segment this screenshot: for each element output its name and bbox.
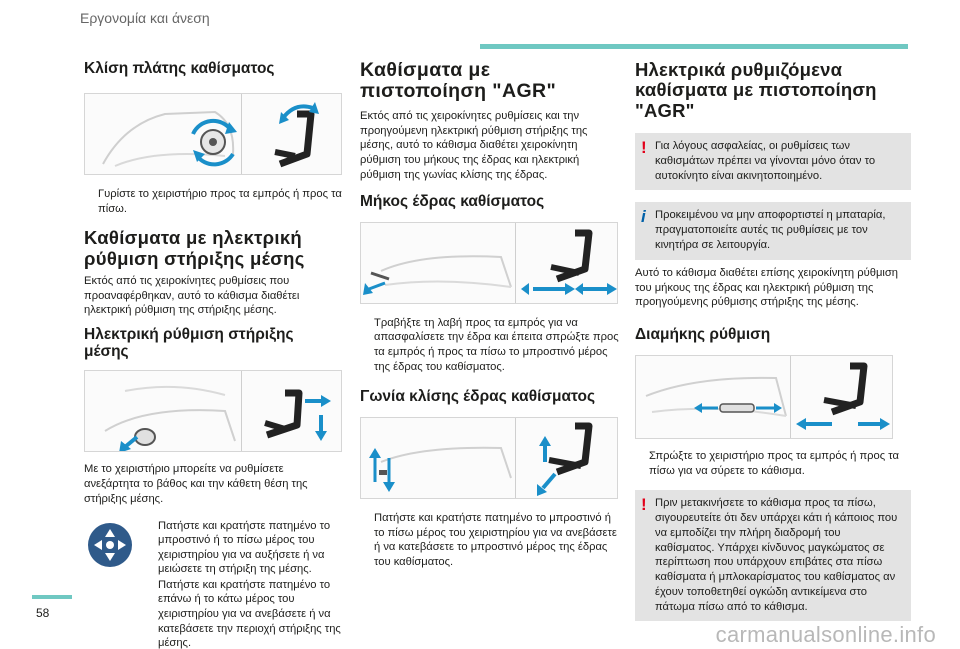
list-item — [635, 449, 911, 478]
column-3 — [635, 60, 911, 621]
warning-icon: ! — [641, 495, 647, 515]
seat-angle-illustration — [361, 418, 618, 499]
lumbar-step2-text: Πατήστε και κρατήστε πατημένο το επάνω ή το κάτω μέρος του χειριστηρίου για να ανεβάσετε ή να κατεβάσετε την περιοχή στήριξης της μέσης. — [158, 578, 341, 649]
seat-length-step-text: Τραβήξτε τη λαβή προς τα εμπρός για να απασφαλίσετε την έδρα και έπειτα σπρώξτε προς τα εμπρός ή προς τα πίσω το μπροστινό μέρος της έδρας του καθίσματος. — [374, 316, 619, 373]
figure-divider — [241, 94, 242, 174]
seat-angle-step-text: Πατήστε και κρατήστε πατημένο το μπροστινό ή το πίσω μέρος του χειριστηρίου για να ανεβάσετε ή να κατεβάσετε το μπροστινό μέρος της έδρας του καθίσματος. — [374, 512, 617, 568]
figure-divider — [515, 223, 516, 303]
warning-notice — [635, 133, 911, 190]
heading-backrest-recline: Κλίση πλάτης καθίσματος — [84, 60, 275, 77]
list-item — [360, 316, 620, 374]
warning-text: Για λόγους ασφαλείας, οι ρυθμίσεις των καθισμάτων πρέπει να γίνονται μόνο όταν το αυτοκίνητο είναι ακινητοποιημένο. — [655, 140, 876, 182]
list-item — [84, 187, 342, 216]
figure-lumbar — [84, 370, 342, 452]
page-number: 58 — [36, 606, 50, 620]
recline-step-text: Γυρίστε το χειριστήριο προς τα εμπρός ή προς τα πίσω. — [98, 188, 342, 215]
four-way-arrows-icon — [88, 523, 132, 567]
info-notice — [635, 202, 911, 259]
lumbar-intro-text: Εκτός από τις χειροκίνητες ρυθμίσεις που προαναφέρθηκαν, αυτό το κάθισμα διαθέτει ηλεκτρική ρύθμιση της στήριξης μέσης. — [84, 274, 300, 317]
figure-longitudinal — [635, 355, 893, 439]
column-2 — [360, 60, 620, 569]
heading-agr-seats: Καθίσματα με πιστοποίηση "AGR" — [360, 59, 557, 103]
column-1 — [84, 60, 342, 649]
heading-seat-angle: Γωνία κλίσης έδρας καθίσματος — [360, 388, 596, 406]
section-title: Εργονομία και άνεση — [80, 10, 210, 26]
heading-lumbar-seats: Καθίσματα με ηλεκτρική ρύθμιση στήριξης μέσης — [84, 227, 305, 269]
warning-notice — [635, 490, 911, 621]
info-icon: i — [641, 207, 646, 227]
info-text: Προκειμένου να μην αποφορτιστεί η μπαταρία, πραγματοποιείτε αυτές τις ρυθμίσεις με τον κινητήρα σε λειτουργία. — [655, 209, 886, 251]
recline-illustration — [85, 94, 342, 175]
watermark: carmanualsonline.info — [715, 622, 936, 647]
heading-electric-agr: Ηλεκτρικά ρυθμιζόμενα καθίσματα με πιστοποίηση "AGR" — [635, 59, 877, 121]
heading-longitudinal: Διαμήκης ρύθμιση — [635, 326, 771, 344]
list-item — [144, 519, 342, 577]
lumbar-desc-text: Με το χειριστήριο μπορείτε να ρυθμίσετε ανεξάρτητα το βάθος και την κάθετη θέση της στήριξης μέσης. — [84, 463, 308, 505]
figure-seat-angle — [360, 417, 618, 499]
figure-divider — [790, 356, 791, 438]
figure-recline — [84, 93, 342, 175]
heading-seat-length: Μήκος έδρας καθίσματος — [360, 192, 545, 210]
header-accent-rule — [480, 44, 908, 49]
lumbar-step1-text: Πατήστε και κρατήστε πατημένο το μπροστινό ή το πίσω μέρος του χειριστηρίου για να αυξήσετε ή να μειώσετε τη στήριξη της μέσης. — [158, 519, 331, 576]
longitudinal-illustration — [636, 356, 893, 439]
seat-length-illustration — [361, 223, 618, 304]
electric-desc-text: Αυτό το κάθισμα διαθέτει επίσης χειροκίνητη ρύθμιση του μήκους της έδρας και ηλεκτρική ρύθμιση της προηγούμενης ρύθμισης στήριξης της μέσης. — [635, 266, 899, 309]
warning-icon: ! — [641, 138, 647, 158]
longitudinal-step-text: Σπρώξτε το χειριστήριο προς τα εμπρός ή προς τα πίσω για να σύρετε το κάθισμα. — [649, 450, 899, 477]
lumbar-illustration — [85, 371, 342, 452]
footer-accent-rule — [32, 595, 72, 599]
list-item — [144, 578, 342, 649]
agr-intro-text: Εκτός από τις χειροκίνητες ρυθμίσεις και την προηγούμενη ηλεκτρική ρύθμιση στήριξης της μέσης, αυτό το κάθισμα διαθέτει χειροκίνητη ρύθμιση του μήκους της έδρας και ηλεκτρική ρύθμιση της γωνίας κλίσης της έδρας. — [360, 109, 588, 181]
heading-electric-lumbar: Ηλεκτρική ρύθμιση στήριξης μέσης — [84, 326, 294, 361]
figure-divider — [241, 371, 242, 451]
warning-text: Πριν μετακινήσετε το κάθισμα προς τα πίσω, σιγουρευτείτε ότι δεν υπάρχει κάτι ή κάποιος που να εμποδίζει την πλήρη διαδρομή του καθίσματος. Υπάρχει κίνδυνος μαγκώματος σε περίπτωση που υπάρχουν επιβάτες στα πίσω καθίσματα ή μπλοκαρίσματος του καθίσματος αν έχουν τοποθετηθεί ογκώδη αντικείμενα στο πάτωμα πίσω από το κάθισμα. — [655, 497, 898, 613]
figure-divider — [515, 418, 516, 498]
lumbar-controls-block — [84, 519, 342, 649]
list-item — [360, 511, 620, 569]
figure-seat-length — [360, 222, 618, 304]
lumbar-control-icon — [88, 523, 132, 567]
